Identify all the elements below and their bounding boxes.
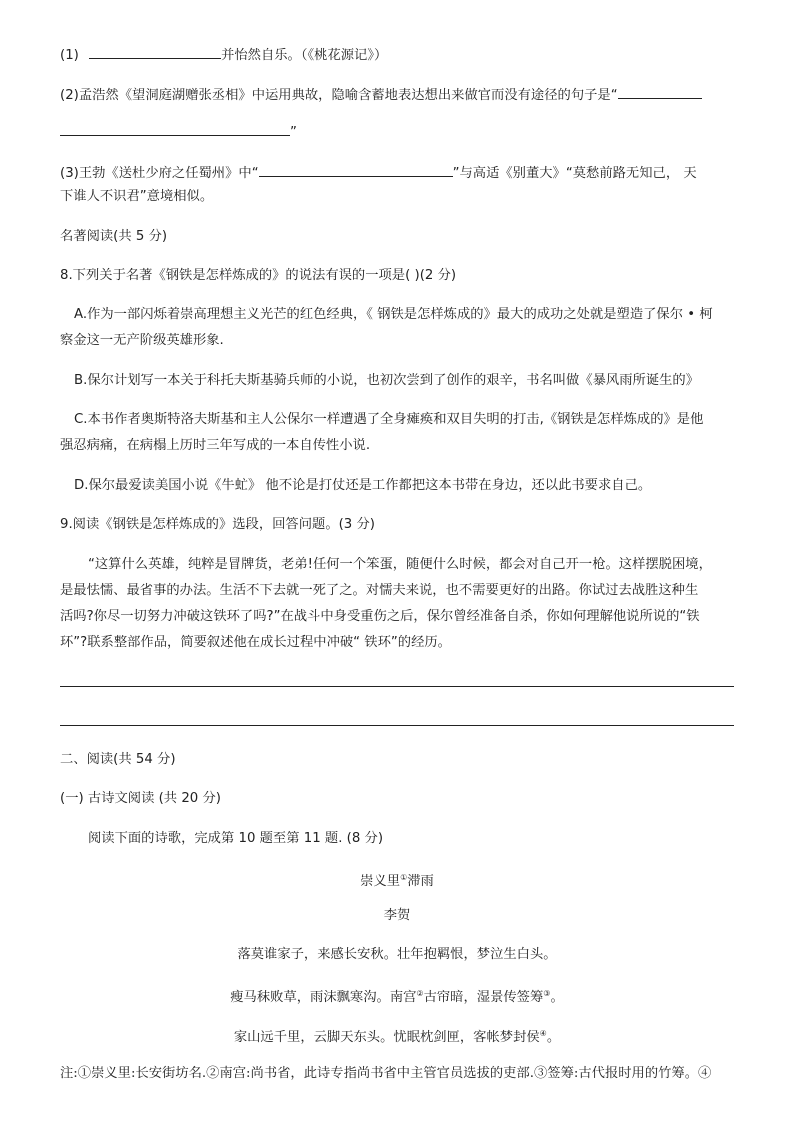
poem-title xyxy=(0,869,794,891)
closing-quote: ” xyxy=(290,125,297,140)
section-heading-mingzhu: 名著阅读(共 5 分) xyxy=(60,229,168,244)
footnote-marker: ① xyxy=(400,873,408,882)
footnote-marker: ③ xyxy=(543,989,551,998)
answer-blank[interactable] xyxy=(60,121,290,136)
poem-instruction: 阅读下面的诗歌，完成第 10 题至第 11 题. (8 分) xyxy=(88,831,384,846)
poem-text: 。 xyxy=(546,1030,561,1045)
poem-line-2 xyxy=(0,985,794,1007)
poem-author: 李贺 xyxy=(383,908,411,923)
q7-item-3 xyxy=(60,162,697,183)
poem-title-text: 崇义里 xyxy=(360,874,401,889)
q9-stem: 9.阅读《钢铁是怎样炼成的》选段，回答问题。(3 分) xyxy=(60,517,375,532)
q7-item-3-line-2: 下谁人不识君”意境相似。 xyxy=(60,189,214,204)
q8-stem: 8.下列关于名著《钢铁是怎样炼成的》的说法有误的一项是( )(2 分) xyxy=(60,268,457,283)
answer-line-2[interactable] xyxy=(60,725,734,726)
q9-passage-line-3: 活吗?你尽一切努力冲破这铁环了吗?”在战斗中身受重伤之后，保尔曾经准备自杀，你如何理解他说所说的“铁 xyxy=(60,609,700,624)
answer-blank[interactable] xyxy=(618,84,702,99)
poem-line-1: 落莫谁家子，来感长安秋。壮年抱羁恨，梦泣生白头。 xyxy=(237,947,557,962)
answer-line-1[interactable] xyxy=(60,686,734,687)
q8-option-a-cont: 察金这一无产阶级英雄形象. xyxy=(60,333,224,348)
section-heading-reading: 二、阅读(共 54 分) xyxy=(60,752,176,767)
poem-text: 古帘暗，湿景传签筹 xyxy=(423,990,544,1005)
q8-option-a[interactable]: A.作为一部闪烁着崇高理想主义光芒的红色经典，《 钢铁是怎样炼成的》最大的成功之处就是塑造了保尔 • 柯 xyxy=(74,307,713,322)
q9-passage-line-2: 是最怯懦、最省事的办法。生活不下去就一死了之。对懦夫来说，也不需要更好的出路。你试过去战胜这种生 xyxy=(60,583,699,598)
poem-annotation: 注:①崇义里:长安街坊名.②南宫:尚书省，此诗专指尚书省中主管官员选拔的吏部.③签筹:古代报时用的竹筹。④ xyxy=(60,1066,712,1081)
answer-blank[interactable] xyxy=(89,44,221,59)
q7-item-1 xyxy=(60,44,387,65)
q8-option-c-cont: 强忍病痛，在病榻上历时三年写成的一本自传性小说. xyxy=(60,438,371,453)
q8-option-c[interactable]: C.本书作者奥斯特洛夫斯基和主人公保尔一样遭遇了全身瘫痪和双目失明的打击,《钢铁是怎样炼成的》是他 xyxy=(74,412,704,427)
poem-line-3 xyxy=(0,1025,794,1047)
poem-text: 家山远千里，云脚天东头。忧眠枕剑匣，客帐梦封侯 xyxy=(233,1030,540,1045)
footnote-marker: ② xyxy=(416,989,424,998)
q8-option-d[interactable]: D.保尔最爱读美国小说《牛虻》 他不论是打仗还是工作都把这本书带在身边，还以此书要求自己。 xyxy=(74,478,652,493)
subsection-heading-classical: (一) 古诗文阅读 (共 20 分) xyxy=(60,791,221,806)
q8-option-b[interactable]: B.保尔计划写一本关于科托夫斯基骑兵师的小说，也初次尝到了创作的艰辛，书名叫做《暴风雨所诞生的》 xyxy=(74,373,700,388)
item-text-mid: ”与高适《别董大》“莫愁前路无知己， 天 xyxy=(452,166,697,181)
q7-item-2-line-2 xyxy=(60,121,297,142)
answer-blank[interactable] xyxy=(259,162,453,177)
q9-passage-line-1: “这算什么英雄，纯粹是冒牌货，老弟!任何一个笨蛋，随便什么时候，都会对自己开一枪。这样摆脱困境， xyxy=(88,557,712,572)
footnote-marker: ④ xyxy=(539,1029,547,1038)
poem-title-text-end: 滞雨 xyxy=(407,874,434,889)
item-text: (2)孟浩然《望洞庭湖赠张丞相》中运用典故，隐喻含蓄地表达想出来做官而没有途径的句子是“ xyxy=(60,88,618,103)
q7-item-2 xyxy=(60,84,702,105)
poem-text: 。 xyxy=(550,990,564,1005)
q9-passage-line-4: 环”?联系整部作品，简要叙述他在成长过程中冲破“ 铁环”的经历。 xyxy=(60,635,451,650)
item-text: 并怡然自乐。（《桃花源记》） xyxy=(221,48,388,63)
poem-text: 瘦马秣败草，雨沫飘寒沟。南宫 xyxy=(230,990,417,1005)
item-number: (1) xyxy=(60,48,79,63)
item-text-start: (3)王勃《送杜少府之任蜀州》中“ xyxy=(60,166,259,181)
